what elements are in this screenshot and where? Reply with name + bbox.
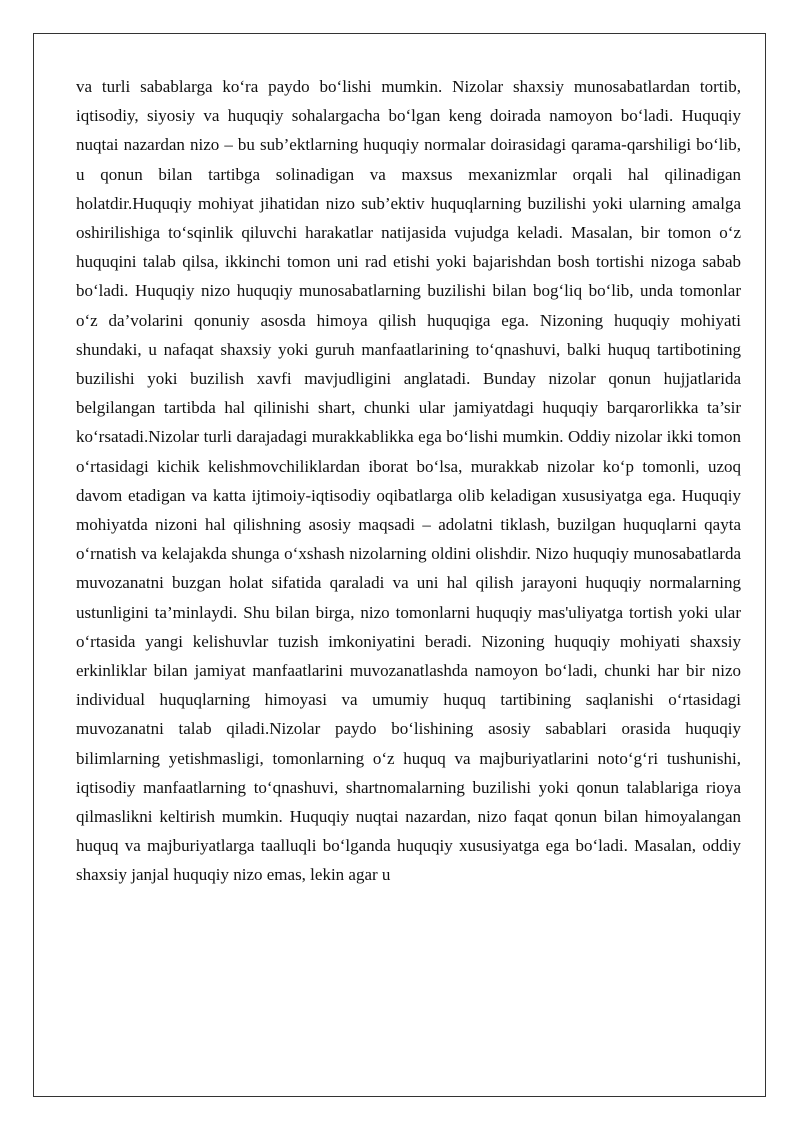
body-paragraph: va turli sabablarga ko‘ra paydo bo‘lishi mumkin. Nizolar shaxsiy munosabatlardan tortib, iqtisodiy, siyosiy va huquqiy sohalargacha bo‘lgan keng doirada namoyon bo‘ladi. Huquqiy nuqtai nazardan nizo – bu sub’ektlarning huquqiy normalar doirasidagi qarama-qarshiligi bo‘lib, u qonun bilan tartibga solinadigan va maxsus mexanizmlar orqali hal qilinadigan holatdir.Huquqiy mohiyat jihatidan nizo sub’ektiv huquqlarning buzilishi yoki ularning amalga oshirilishiga to‘sqinlik qiluvchi harakatlar natijasida vujudga keladi. Masalan, bir tomon o‘z huquqini talab qilsa, ikkinchi tomon uni rad etishi yoki bajarishdan bosh tortishi nizoga sabab bo‘ladi. Huquqiy nizo huquqiy munosabatlarning buzilishi bilan bog‘liq bo‘lib, unda tomonlar o‘z da’volarini qonuniy asosda himoya qilish huquqiga ega. Nizoning huquqiy mohiyati shundaki, u nafaqat shaxsiy yoki guruh manfaatlarining to‘qnashuvi, balki huquq tartibotining buzilishi yoki buzilish xavfi mavjudligini anglatadi. Bunday nizolar qonun hujjatlarida belgilangan tartibda hal qilinishi shart, chunki ular jamiyatdagi huquqiy barqarorlikka ta’sir ko‘rsatadi.Nizolar turli darajadagi murakkablikka ega bo‘lishi mumkin. Oddiy nizolar ikki tomon o‘rtasidagi kichik kelishmovchiliklardan iborat bo‘lsa, murakkab nizolar ko‘p tomonli, uzoq davom etadigan va katta ijtimoiy-iqtisodiy oqibatlarga olib keladigan xususiyatga ega. Huquqiy mohiyatda nizoni hal qilishning asosiy maqsadi – adolatni tiklash, buzilgan huquqlarni qayta o‘rnatish va kelajakda shunga o‘xshash nizolarning oldini olishdir. Nizo huquqiy munosabatlarda muvozanatni buzgan holat sifatida qaraladi va uni hal qilish jarayoni huquqiy normalarning ustunligini ta’minlaydi. Shu bilan birga, nizo tomonlarni huquqiy mas'uliyatga tortish yoki ular o‘rtasida yangi kelishuvlar tuzish imkoniyatini beradi. Nizoning huquqiy mohiyati shaxsiy erkinliklar bilan jamiyat manfaatlarini muvozanatlashda namoyon bo‘ladi, chunki har bir nizo individual huquqlarning himoyasi va umumiy huquq tartibining saqlanishi o‘rtasidagi muvozanatni talab qiladi.Nizolar paydo bo‘lishining asosiy sabablari orasida huquqiy bilimlarning yetishmasligi, tomonlarning o‘z huquq va majburiyatlarini noto‘g‘ri tushunishi, iqtisodiy manfaatlarning to‘qnashuvi, shartnomalarning buzilishi yoki qonun talablariga rioya qilmaslikni keltirish mumkin. Huquqiy nuqtai nazardan, nizo faqat qonun bilan himoyalangan huquq va majburiyatlarga taalluqli bo‘lganda huquqiy xususiyatga ega bo‘ladi. Masalan, oddiy shaxsiy janjal huquqiy nizo emas, lekin agar u [76,77,741,885]
